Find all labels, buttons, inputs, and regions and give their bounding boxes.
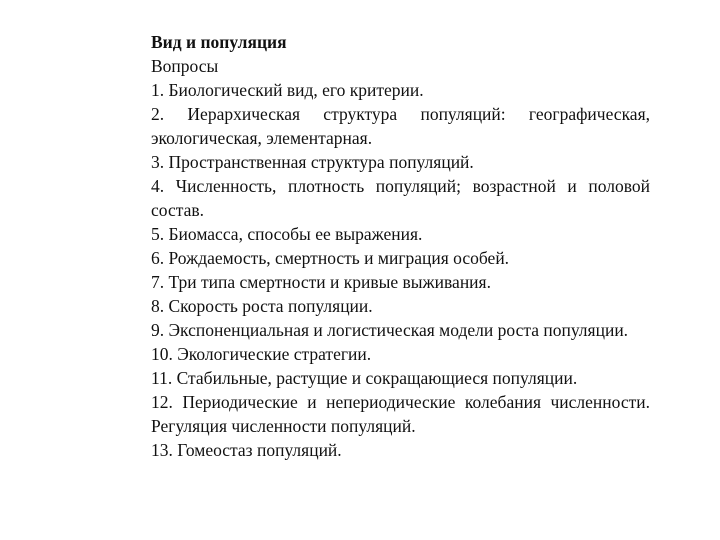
- question-9: 9. Экспоненциальная и логистическая модели роста популяции.: [151, 320, 629, 340]
- document-title: Вид и популяция: [151, 32, 287, 52]
- question-2: 2. Иерархическая структура популяций: географическая, экологическая, элементарная.: [151, 104, 650, 148]
- question-13: 13. Гомеостаз популяций.: [151, 440, 342, 460]
- question-3: 3. Пространственная структура популяций.: [151, 152, 474, 172]
- document-subtitle: Вопросы: [151, 56, 219, 76]
- question-4: 4. Численность, плотность популяций; возрастной и половой состав.: [151, 176, 650, 220]
- question-12: 12. Периодические и непериодические колебания численности. Регуляция численности популяций.: [151, 392, 650, 436]
- question-1: 1. Биологический вид, его критерии.: [151, 80, 424, 100]
- question-5: 5. Биомасса, способы ее выражения.: [151, 224, 423, 244]
- question-10: 10. Экологические стратегии.: [151, 344, 372, 364]
- question-8: 8. Скорость роста популяции.: [151, 296, 373, 316]
- document-page: [151, 30, 650, 462]
- question-7: 7. Три типа смертности и кривые выживания.: [151, 272, 491, 292]
- question-6: 6. Рождаемость, смертность и миграция особей.: [151, 248, 510, 268]
- question-11: 11. Стабильные, растущие и сокращающиеся популяции.: [151, 368, 578, 388]
